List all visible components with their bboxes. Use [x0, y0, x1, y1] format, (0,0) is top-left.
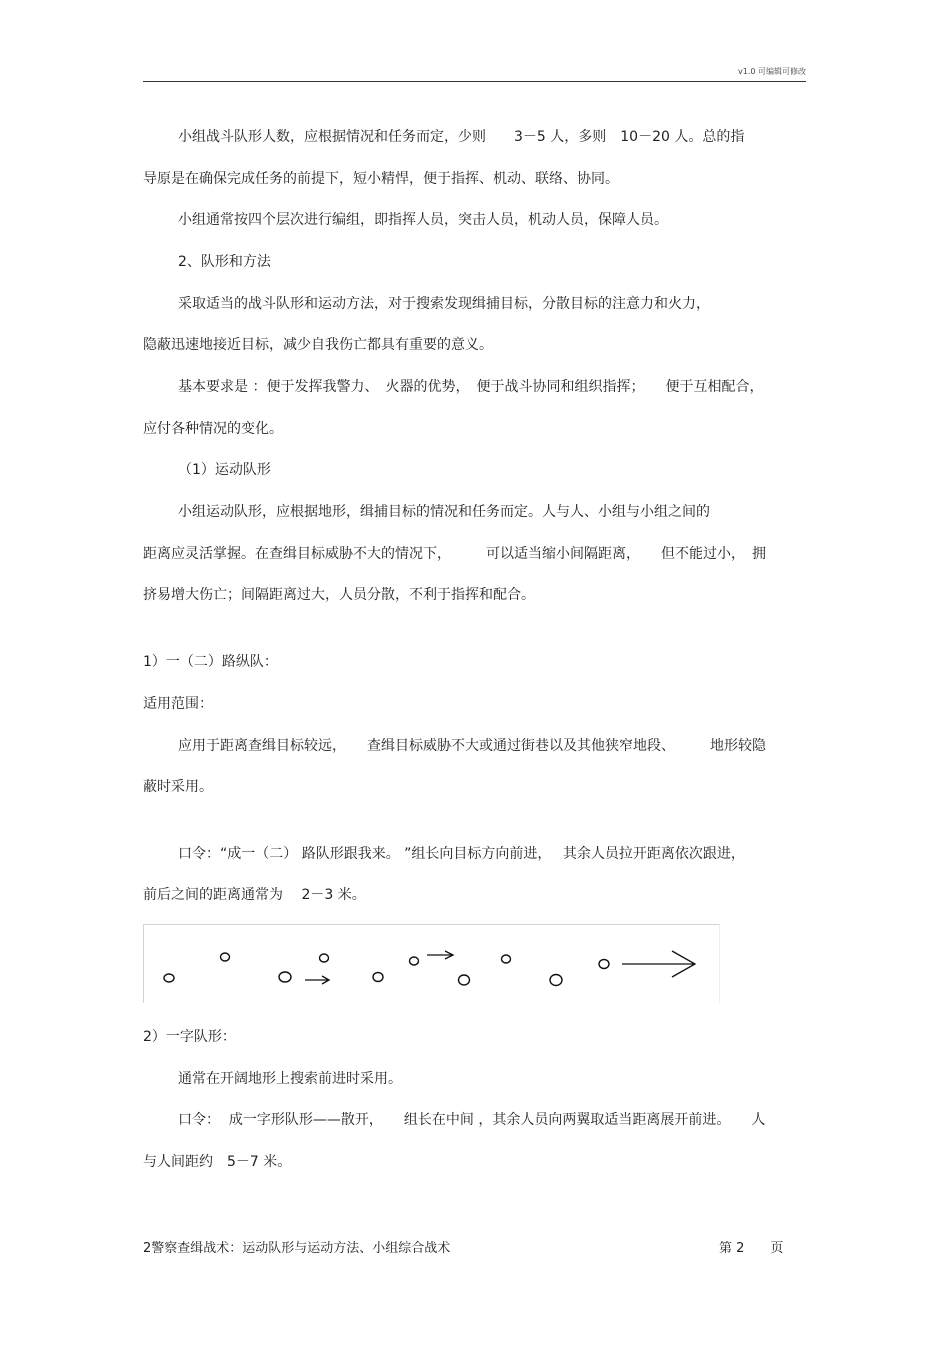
paragraph-line: 应付各种情况的变化。 [143, 421, 283, 437]
paragraph-line: 隐蔽迅速地接近目标，减少自我伤亡都具有重要的意义。 [143, 337, 493, 353]
header-rule [143, 81, 806, 82]
footer-title: 2警察查缉战术：运动队形与运动方法、小组综合战术 [143, 1241, 451, 1256]
paragraph-line: 蔽时采用。 [143, 779, 213, 795]
paragraph-line: 小组运动队形，应根据地形，缉捕目标的情况和任务而定。人与人、小组与小组之间的 [178, 504, 710, 520]
paragraph-line: 基本要求是 ：便于发挥我警力、 火器的优势， 便于战斗协同和组织指挥； 便于互相配合， [178, 379, 764, 395]
column-formation-diagram [143, 924, 720, 1003]
paragraph-line: 采取适当的战斗队形和运动方法，对于搜索发现缉捕目标，分散目标的注意力和火力， [178, 296, 710, 312]
version-tag: v1.0 可编辑可修改 [738, 67, 806, 76]
paragraph-line: 距离应灵活掌握。在查缉目标威胁不大的情况下， 可以适当缩小间隔距离， 但不能过小， 拥 [143, 546, 766, 562]
paragraph-line: 应用于距离查缉目标较远， 查缉目标威胁不大或通过街巷以及其他狭窄地段、 地形较隐 [178, 738, 766, 754]
direction-arrow-small [427, 951, 453, 959]
person-marker [550, 975, 562, 986]
person-marker [459, 975, 470, 985]
section-heading: 2、队形和方法 [178, 254, 271, 270]
paragraph-line: 通常在开阔地形上搜索前进时采用。 [178, 1071, 402, 1087]
page-number: 第 2 页 [719, 1241, 784, 1256]
person-marker [279, 972, 291, 982]
paragraph-line: 与人间距约 5－7 米。 [143, 1154, 292, 1170]
person-marker [502, 955, 511, 963]
subsection-heading: （1）运动队形 [178, 462, 271, 478]
item-heading: 1）一（二）路纵队： [143, 654, 278, 670]
paragraph-line: 挤易增大伤亡；间隔距离过大，人员分散，不利于指挥和配合。 [143, 587, 535, 603]
formation-drawing [144, 925, 721, 1004]
person-marker [221, 953, 230, 961]
direction-arrow-small [305, 976, 329, 984]
person-marker [373, 973, 383, 982]
paragraph-line: 口令：“成一（二） 路队形跟我来。 ”组长向目标方向前进， 其余人员拉开距离依次跟进， [178, 846, 745, 862]
person-marker [164, 974, 174, 982]
person-marker [599, 960, 609, 969]
paragraph-line: 小组通常按四个层次进行编组，即指挥人员，突击人员，机动人员，保障人员。 [178, 212, 668, 228]
paragraph-line: 小组战斗队形人数，应根据情况和任务而定，少则 3－5 人，多则 10－20 人。总的指 [178, 129, 745, 145]
paragraph-line: 口令： 成一字形队形——散开， 组长在中间 ，其余人员向两翼取适当距离展开前进。 人 [178, 1112, 766, 1128]
paragraph-line: 前后之间的距离通常为 2－3 米。 [143, 887, 366, 903]
direction-arrow-large [622, 951, 695, 977]
item-heading: 2）一字队形： [143, 1029, 236, 1045]
paragraph-line: 适用范围： [143, 696, 213, 712]
person-marker [320, 954, 329, 962]
paragraph-line: 导原是在确保完成任务的前提下，短小精悍，便于指挥、机动、联络、协同。 [143, 171, 619, 187]
person-marker [410, 957, 419, 965]
